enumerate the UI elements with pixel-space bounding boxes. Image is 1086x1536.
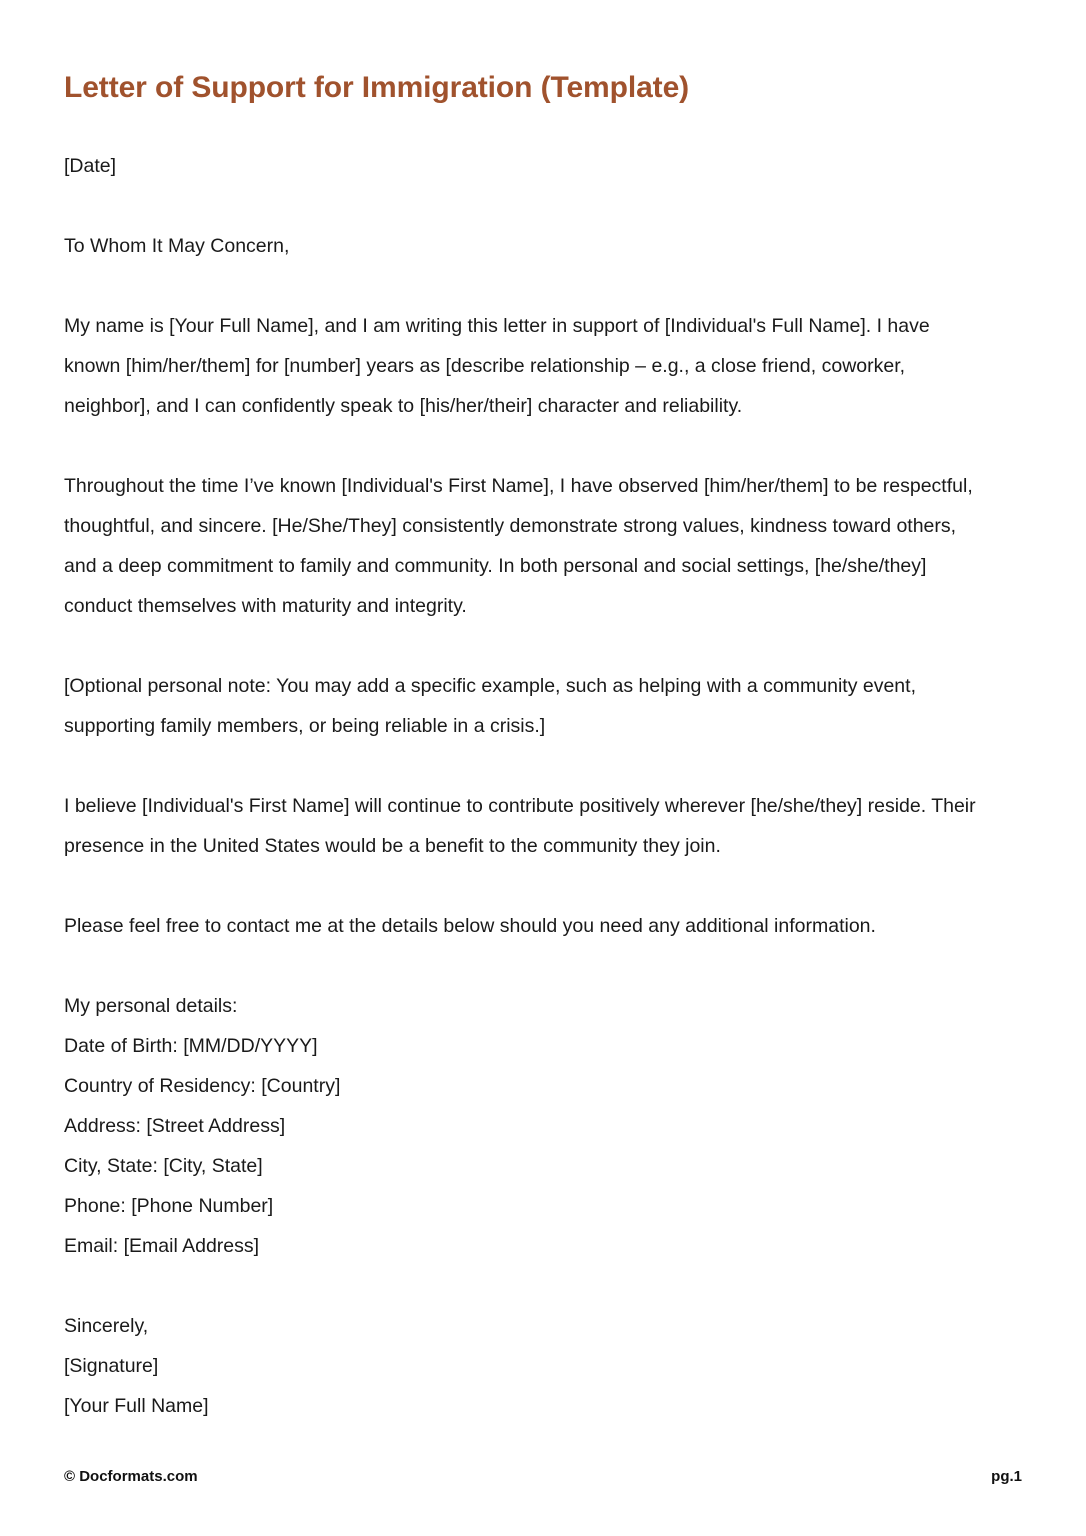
personal-details-block	[64, 986, 989, 1266]
paragraph-character-description: Throughout the time I’ve known [Individual's First Name], I have observed [him/her/them] to be respectful, thoughtful, and sincere. [He/She/They] consistently demonstrate strong values, kindness toward others, and a deep commitment to family and community. In both personal and social settings, [he/she/they] conduct themselves with maturity and integrity.	[64, 475, 973, 617]
spacer	[64, 266, 989, 306]
detail-phone: Phone: [Phone Number]	[64, 1195, 274, 1217]
signature-block	[64, 1306, 989, 1426]
footer-page-number: pg.1	[991, 1468, 1022, 1485]
sender-name-placeholder: [Your Full Name]	[64, 1395, 209, 1417]
date-line: [Date]	[64, 155, 117, 177]
paragraph-belief-statement: I believe [Individual's First Name] will continue to contribute positively wherever [he/she/they] reside. Their presence in the United States would be a benefit to the community they join.	[64, 795, 976, 857]
spacer	[64, 946, 989, 986]
spacer	[64, 426, 989, 466]
personal-details-heading: My personal details:	[64, 995, 238, 1017]
document-body	[64, 0, 989, 1426]
spacer	[64, 106, 989, 146]
paragraph-contact-invitation: Please feel free to contact me at the details below should you need any additional information.	[64, 915, 876, 937]
spacer	[64, 746, 989, 786]
salutation: To Whom It May Concern,	[64, 235, 290, 257]
spacer	[64, 626, 989, 666]
paragraph-optional-note: [Optional personal note: You may add a specific example, such as helping with a community event, supporting family members, or being reliable in a crisis.]	[64, 675, 916, 737]
paragraph-introduction: My name is [Your Full Name], and I am writing this letter in support of [Individual's Full Name]. I have known [him/her/them] for [number] years as [describe relationship – e.g., a close friend, coworker, neighbor], and I can confidently speak to [his/her/their] character and reliability.	[64, 315, 930, 417]
page-title: Letter of Support for Immigration (Template)	[64, 71, 690, 104]
detail-address: Address: [Street Address]	[64, 1115, 286, 1137]
spacer	[64, 1266, 989, 1306]
spacer	[64, 866, 989, 906]
detail-city-state: City, State: [City, State]	[64, 1155, 263, 1177]
closing-salutation: Sincerely,	[64, 1315, 149, 1337]
signature-placeholder: [Signature]	[64, 1355, 159, 1377]
detail-country-of-residency: Country of Residency: [Country]	[64, 1075, 341, 1097]
detail-email: Email: [Email Address]	[64, 1235, 260, 1257]
page-footer	[64, 1468, 1022, 1485]
detail-date-of-birth: Date of Birth: [MM/DD/YYYY]	[64, 1035, 318, 1057]
spacer	[64, 186, 989, 226]
footer-copyright: © Docformats.com	[64, 1468, 198, 1485]
